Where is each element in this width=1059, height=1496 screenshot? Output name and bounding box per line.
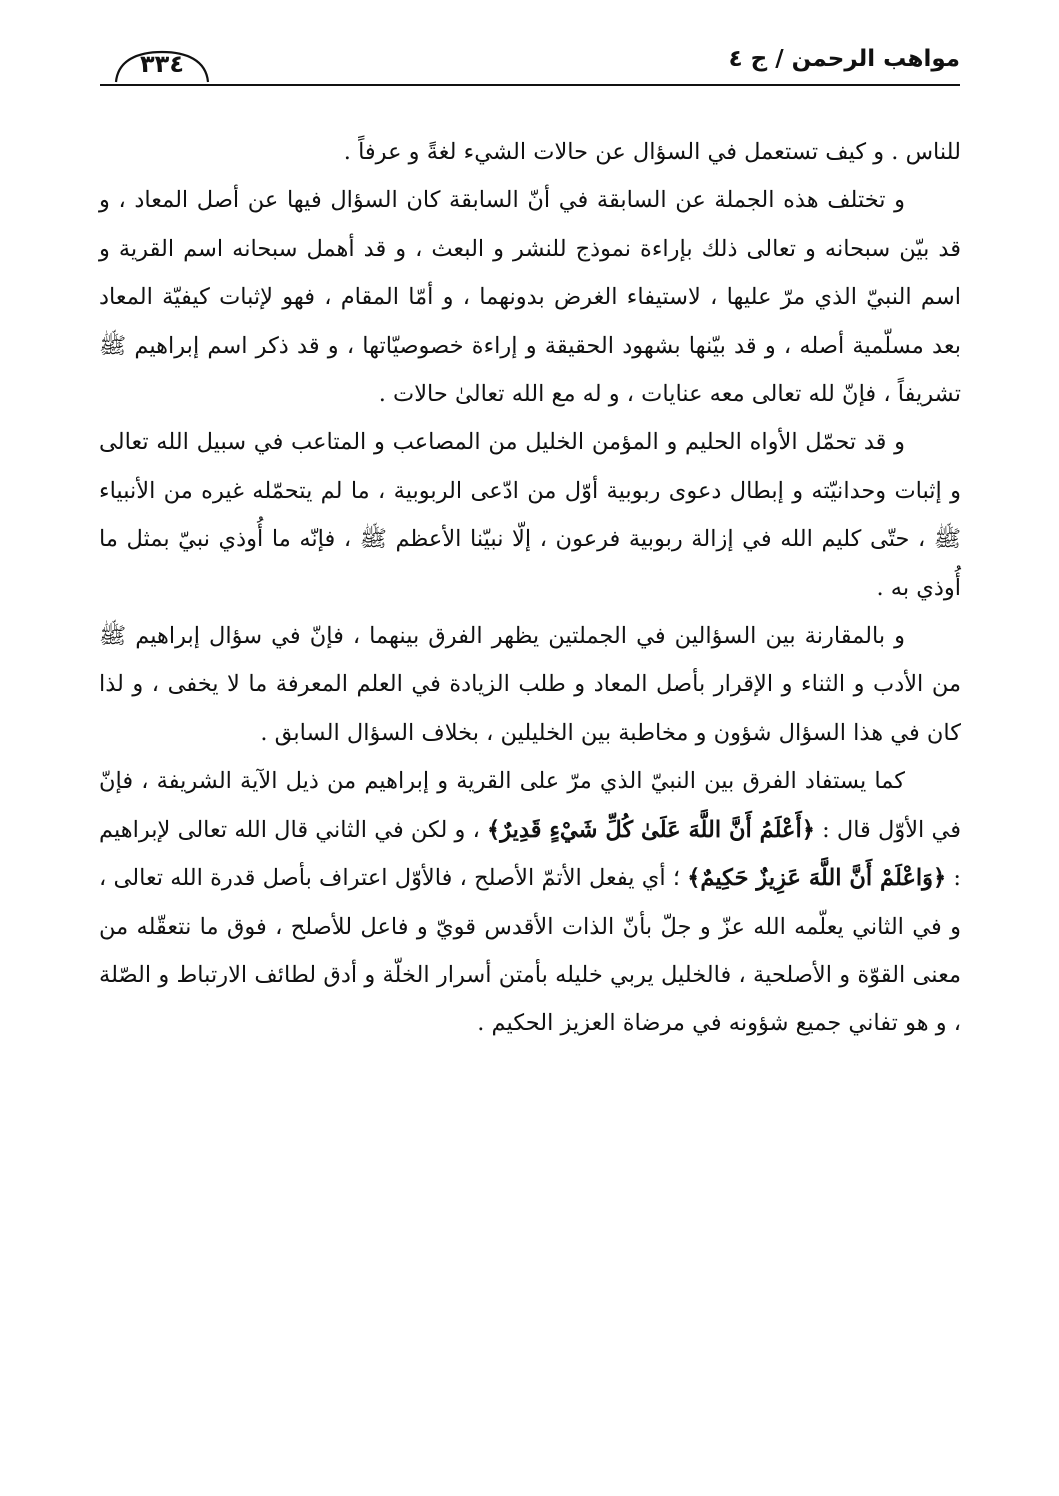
page-number: ٣٣٤ (140, 50, 184, 78)
paragraph-5-part-a: كما يستفاد الفرق بين النبيّ الذي مرّ على القرية و إبراهيم من ذيل الآية الشريفة ، فإنّ في الأوّل قال : (99, 768, 961, 843)
quran-verse-2: ﴿وَاعْلَمْ أَنَّ اللَّهَ عَزِيزٌ حَكِيمٌ﴾ (687, 865, 947, 892)
page-number-badge (110, 48, 214, 90)
paragraph-3: و قد تحمّل الأواه الحليم و المؤمن الخليل من المصاعب و المتاعب في سبيل الله تعالى و إثبات وحدانيّته و إبطال دعوى ربوبية أوّل من ادّعى الربوبية ، ما لم يتحمّله غيره من الأنبياء ﷺ ، حتّى كليم الله في إزالة ربوبية فرعون ، إلّا نبيّنا الأعظم ﷺ ، فإنّه ما أُوذي نبيّ بمثل ما أُوذي به . (99, 429, 961, 601)
paragraph-5-part-c: ؛ أي يفعل الأتمّ الأصلح ، فالأوّل اعتراف بأصل قدرة الله تعالى ، و في الثاني يعلّمه الله عزّ و جلّ بأنّ الذات الأقدس قويّ و فاعل للأصلح ، فوق ما نتعقّله من معنى القوّة و الأصلحية ، فالخليل يربي خليله بأمتن أسرار الخلّة و أدق لطائف الارتباط و الصّلة ، و هو تفاني جميع شؤونه في مرضاة العزيز الحكيم . (99, 865, 961, 1037)
paragraph-5 (99, 757, 961, 1047)
quran-verse-1: ﴿أَعْلَمُ أَنَّ اللَّهَ عَلَىٰ كُلِّ شَيْءٍ قَدِيرٌ﴾ (487, 816, 815, 843)
body-text (99, 128, 961, 1048)
paragraph-4: و بالمقارنة بين السؤالين في الجملتين يظهر الفرق بينهما ، فإنّ في سؤال إبراهيم ﷺ من الأدب و الثناء و الإقرار بأصل المعاد و طلب الزيادة في العلم المعرفة ما لا يخفى ، و لذا كان في هذا السؤال شؤون و مخاطبة بين الخليلين ، بخلاف السؤال السابق . (99, 623, 961, 746)
paragraph-1: للناس . و كيف تستعمل في السؤال عن حالات الشيء لغةً و عرفاً . (343, 139, 961, 165)
paragraph-5-part-b: ، و لكن في الثاني قال الله تعالى لإبراهيم : (99, 816, 961, 892)
paragraph-2: و تختلف هذه الجملة عن السابقة في أنّ السابقة كان السؤال فيها عن أصل المعاد ، و قد بيّن سبحانه و تعالى ذلك بإراءة نموذج للنشر و البعث ، و قد أهمل سبحانه اسم القرية و اسم النبيّ الذي مرّ عليها ، لاستيفاء الغرض بدونهما ، و أمّا المقام ، فهو لإثبات كيفيّة المعاد بعد مسلّمية أصله ، و قد بيّنها بشهود الحقيقة و إراءة خصوصيّاتها ، و قد ذكر اسم إبراهيم ﷺ تشريفاً ، فإنّ لله تعالى معه عنايات ، و له مع الله تعالىٰ حالات . (99, 187, 961, 408)
running-title: مواهب الرحمن / ج ٤ (728, 46, 960, 72)
page-header (100, 40, 960, 86)
